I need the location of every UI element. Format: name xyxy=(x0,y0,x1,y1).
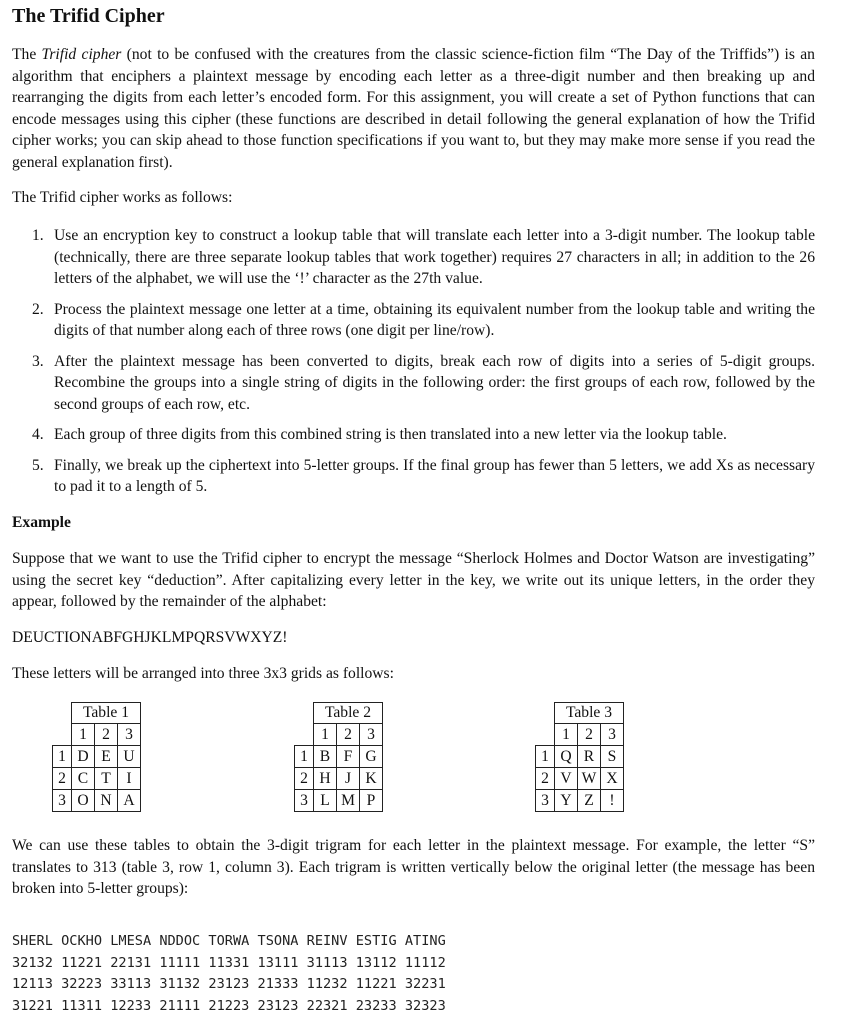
step-text: Finally, we break up the ciphertext into 5-letter groups. If the final group has fewer than 5 letters, we add Xs as necessary to pad it to a length of 5. xyxy=(54,456,815,495)
trigram-line: 12113 32223 33113 31132 23123 21333 11232 11221 32231 xyxy=(12,976,446,993)
col-header: 1 xyxy=(72,724,95,746)
step-number: 1. xyxy=(32,227,44,244)
intro-pre: The xyxy=(12,46,42,63)
step-item xyxy=(12,455,815,498)
table-cell: Y xyxy=(555,790,578,812)
row-header: 3 xyxy=(53,790,72,812)
table-cell: G xyxy=(360,746,383,768)
trigram-block xyxy=(12,931,446,1017)
table-cell: P xyxy=(360,790,383,812)
table-cell: W xyxy=(578,768,601,790)
step-text: After the plaintext message has been converted to digits, break each row of digits into a series of 5-digit groups. Recombine the groups into a single string of digits in the following order: the first groups of each row, followed by the second groups of each row, etc. xyxy=(54,352,815,413)
table-cell: H xyxy=(314,768,337,790)
step-text: Use an encryption key to construct a lookup table that will translate each letter into a 3-digit number. The lookup table (technically, there are three separate lookup tables that work together) requires 27 characters in all; in addition to the 26 letters of the alphabet, we will use the ‘!’ character as the 27th value. xyxy=(54,227,815,287)
col-header: 2 xyxy=(95,724,118,746)
table-cell: T xyxy=(95,768,118,790)
step-item xyxy=(12,351,815,416)
table-cell: K xyxy=(360,768,383,790)
grids-intro: These letters will be arranged into three 3x3 grids as follows: xyxy=(12,665,394,682)
row-header: 3 xyxy=(295,790,314,812)
table-cell: E xyxy=(95,746,118,768)
table-caption: Table 1 xyxy=(72,703,141,724)
col-header: 1 xyxy=(555,724,578,746)
table-cell: R xyxy=(578,746,601,768)
row-header: 3 xyxy=(536,790,555,812)
table-cell: I xyxy=(118,768,141,790)
table-cell: A xyxy=(118,790,141,812)
trigram-line: SHERL OCKHO LMESA NDDOC TORWA TSONA REINV ESTIG ATING xyxy=(12,933,446,949)
row-header: 2 xyxy=(53,768,72,790)
table-cell: X xyxy=(601,768,624,790)
row-header: 1 xyxy=(53,746,72,768)
step-text: Process the plaintext message one letter at a time, obtaining its equivalent number from the lookup table and writing the digits of that number along each of three rows (one digit per line/row). xyxy=(54,300,815,339)
col-header: 3 xyxy=(360,724,383,746)
trigram-explanation: We can use these tables to obtain the 3-digit trigram for each letter in the plaintext message. For example, the letter “S” translates to 313 (table 3, row 1, column 3). Each trigram is written vertically below the original letter (the message has been broken into 5-letter groups): xyxy=(12,837,815,897)
example-heading: Example xyxy=(12,514,71,531)
col-header: 3 xyxy=(118,724,141,746)
table-caption: Table 2 xyxy=(314,703,383,724)
step-number: 4. xyxy=(32,426,44,443)
works-intro: The Trifid cipher works as follows: xyxy=(12,189,233,206)
trigram-line: 31221 11311 12233 21111 21223 23123 22321 23233 32323 xyxy=(12,997,446,1014)
table-cell: B xyxy=(314,746,337,768)
step-number: 2. xyxy=(32,300,44,318)
table-cell: L xyxy=(314,790,337,812)
col-header: 3 xyxy=(601,724,624,746)
step-item xyxy=(12,424,815,446)
lookup-table-2 xyxy=(294,702,383,812)
step-text: Each group of three digits from this combined string is then translated into a new letter via the lookup table. xyxy=(54,426,727,443)
table-cell: O xyxy=(72,790,95,812)
lookup-table-3 xyxy=(535,702,624,812)
table-cell: D xyxy=(72,746,95,768)
lookup-table-1 xyxy=(52,702,141,812)
example-paragraph: Suppose that we want to use the Trifid cipher to encrypt the message “Sherlock Holmes and Doctor Watson are investigating” using the secret key “deduction”. After capitalizing every letter in the key, we write out its unique letters, in the order they appear, followed by the remainder of the alphabet: xyxy=(12,550,815,610)
table-cell: N xyxy=(95,790,118,812)
trigram-line: 32132 11221 22131 11111 11331 13111 31113 13112 11112 xyxy=(12,954,446,971)
col-header: 1 xyxy=(314,724,337,746)
page-title: The Trifid Cipher xyxy=(12,5,165,27)
table-cell: S xyxy=(601,746,624,768)
col-header: 2 xyxy=(337,724,360,746)
table-cell: J xyxy=(337,768,360,790)
key-string: DEUCTIONABFGHJKLMPQRSVWXYZ! xyxy=(12,629,288,646)
table-caption: Table 3 xyxy=(555,703,624,724)
table-cell: M xyxy=(337,790,360,812)
row-header: 1 xyxy=(536,746,555,768)
intro-emphasis: Trifid cipher xyxy=(41,46,122,63)
steps-list xyxy=(12,225,815,507)
step-number: 5. xyxy=(32,456,44,474)
intro-paragraph xyxy=(12,44,815,173)
intro-post: (not to be confused with the creatures from the classic science-fiction film “The Day of the Triffids”) is an algorithm that enciphers a plaintext message by encoding each letter as a three-digit number and then breaking up and rearranging the digits from each letter’s encoded form. For this assignment, you will create a set of Python functions that can encode messages using this cipher (these functions are described in detail following the general explanation of how the Trifid cipher works; you can skip ahead to those function specifications if you want to, but they may make more sense if you read the general explanation first). xyxy=(12,46,815,171)
table-cell: Z xyxy=(578,790,601,812)
table-cell: ! xyxy=(601,790,624,812)
step-number: 3. xyxy=(32,352,44,370)
row-header: 1 xyxy=(295,746,314,768)
step-item xyxy=(12,225,815,290)
table-cell: F xyxy=(337,746,360,768)
table-cell: U xyxy=(118,746,141,768)
row-header: 2 xyxy=(295,768,314,790)
step-item xyxy=(12,299,815,342)
table-cell: C xyxy=(72,768,95,790)
table-cell: V xyxy=(555,768,578,790)
table-cell: Q xyxy=(555,746,578,768)
col-header: 2 xyxy=(578,724,601,746)
row-header: 2 xyxy=(536,768,555,790)
